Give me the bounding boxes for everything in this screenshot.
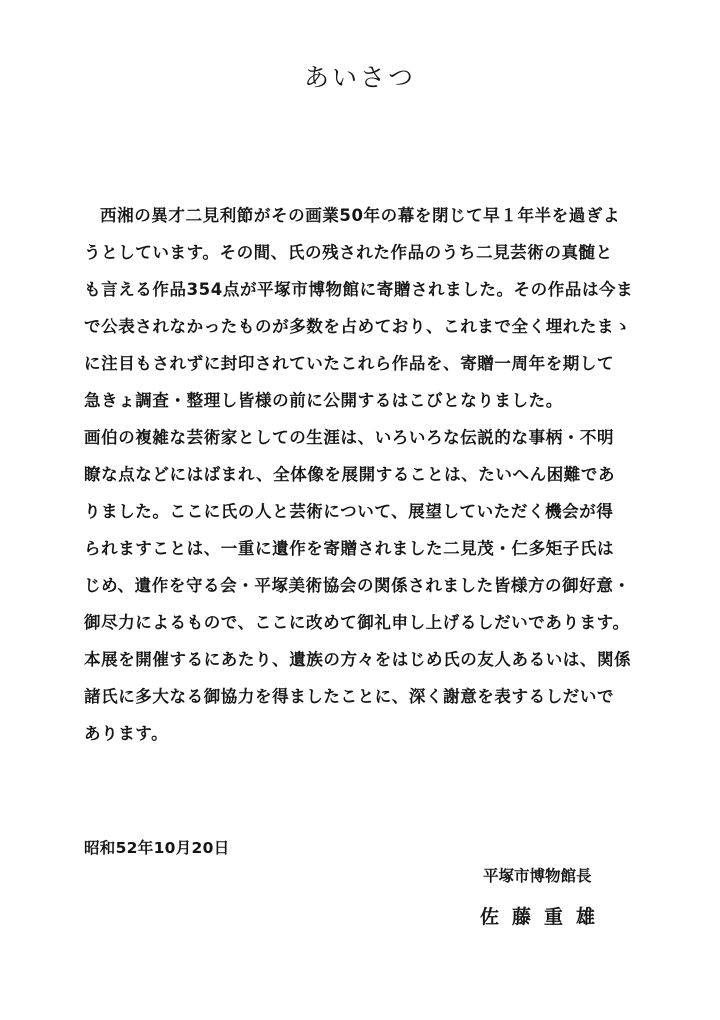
signatory-title: 平塚市博物館長 xyxy=(483,867,592,885)
body-line-11: じめ、遺作を守る会・平塚美術協会の関係されました皆様方の御好意・ xyxy=(84,576,631,595)
body-line-14: 諸氏に多大なる御協力を得ましたことに、深く謝意を表するしだいで xyxy=(84,687,615,706)
body-line-2: うとしています。その間、氏の残された作品のうち二見芸術の真髄と xyxy=(84,243,613,262)
body-line-13: 本展を開催するにあたり、遺族の方々をはじめ氏の友人あるいは、関係 xyxy=(84,650,632,669)
body-line-12: 御尽力によるもので、ここに改めて御礼申し上げるしだいであります。 xyxy=(84,613,630,632)
body-line-1: 西湘の異才二見利節がその画業50年の幕を閉じて早１年半を過ぎよ xyxy=(100,206,621,225)
body-line-3: も言える作品354点が平塚市博物館に寄贈されました。その作品は今ま xyxy=(84,280,634,299)
signatory-name: 佐藤重雄 xyxy=(480,906,609,928)
document-title: あいさつ xyxy=(303,63,416,92)
body-line-9: りました。ここに氏の人と芸術について、展望していただく機会が得 xyxy=(84,502,614,521)
body-line-5: に注目もされずに封印されていたこれら作品を、寄贈一周年を期して xyxy=(84,354,615,373)
body-line-15: あります。 xyxy=(84,724,169,743)
body-line-8: 瞭な点などにはばまれ、全体像を展開することは、たいへん困難であ xyxy=(84,465,616,484)
body-line-7: 画伯の複雑な芸術家としての生涯は、いろいろな伝説的な事柄・不明 xyxy=(84,428,615,447)
body-line-10: られますことは、一重に遺作を寄贈されました二見茂・仁多矩子氏は xyxy=(84,539,615,558)
body-line-4: で公表されなかったものが多数を占めており、これまで全く埋れたまゝ xyxy=(84,317,632,336)
document-date: 昭和52年10月20日 xyxy=(84,839,230,857)
body-line-6: 急きょ調査・整理し皆様の前に公開するはこびとなりました。 xyxy=(84,391,563,410)
